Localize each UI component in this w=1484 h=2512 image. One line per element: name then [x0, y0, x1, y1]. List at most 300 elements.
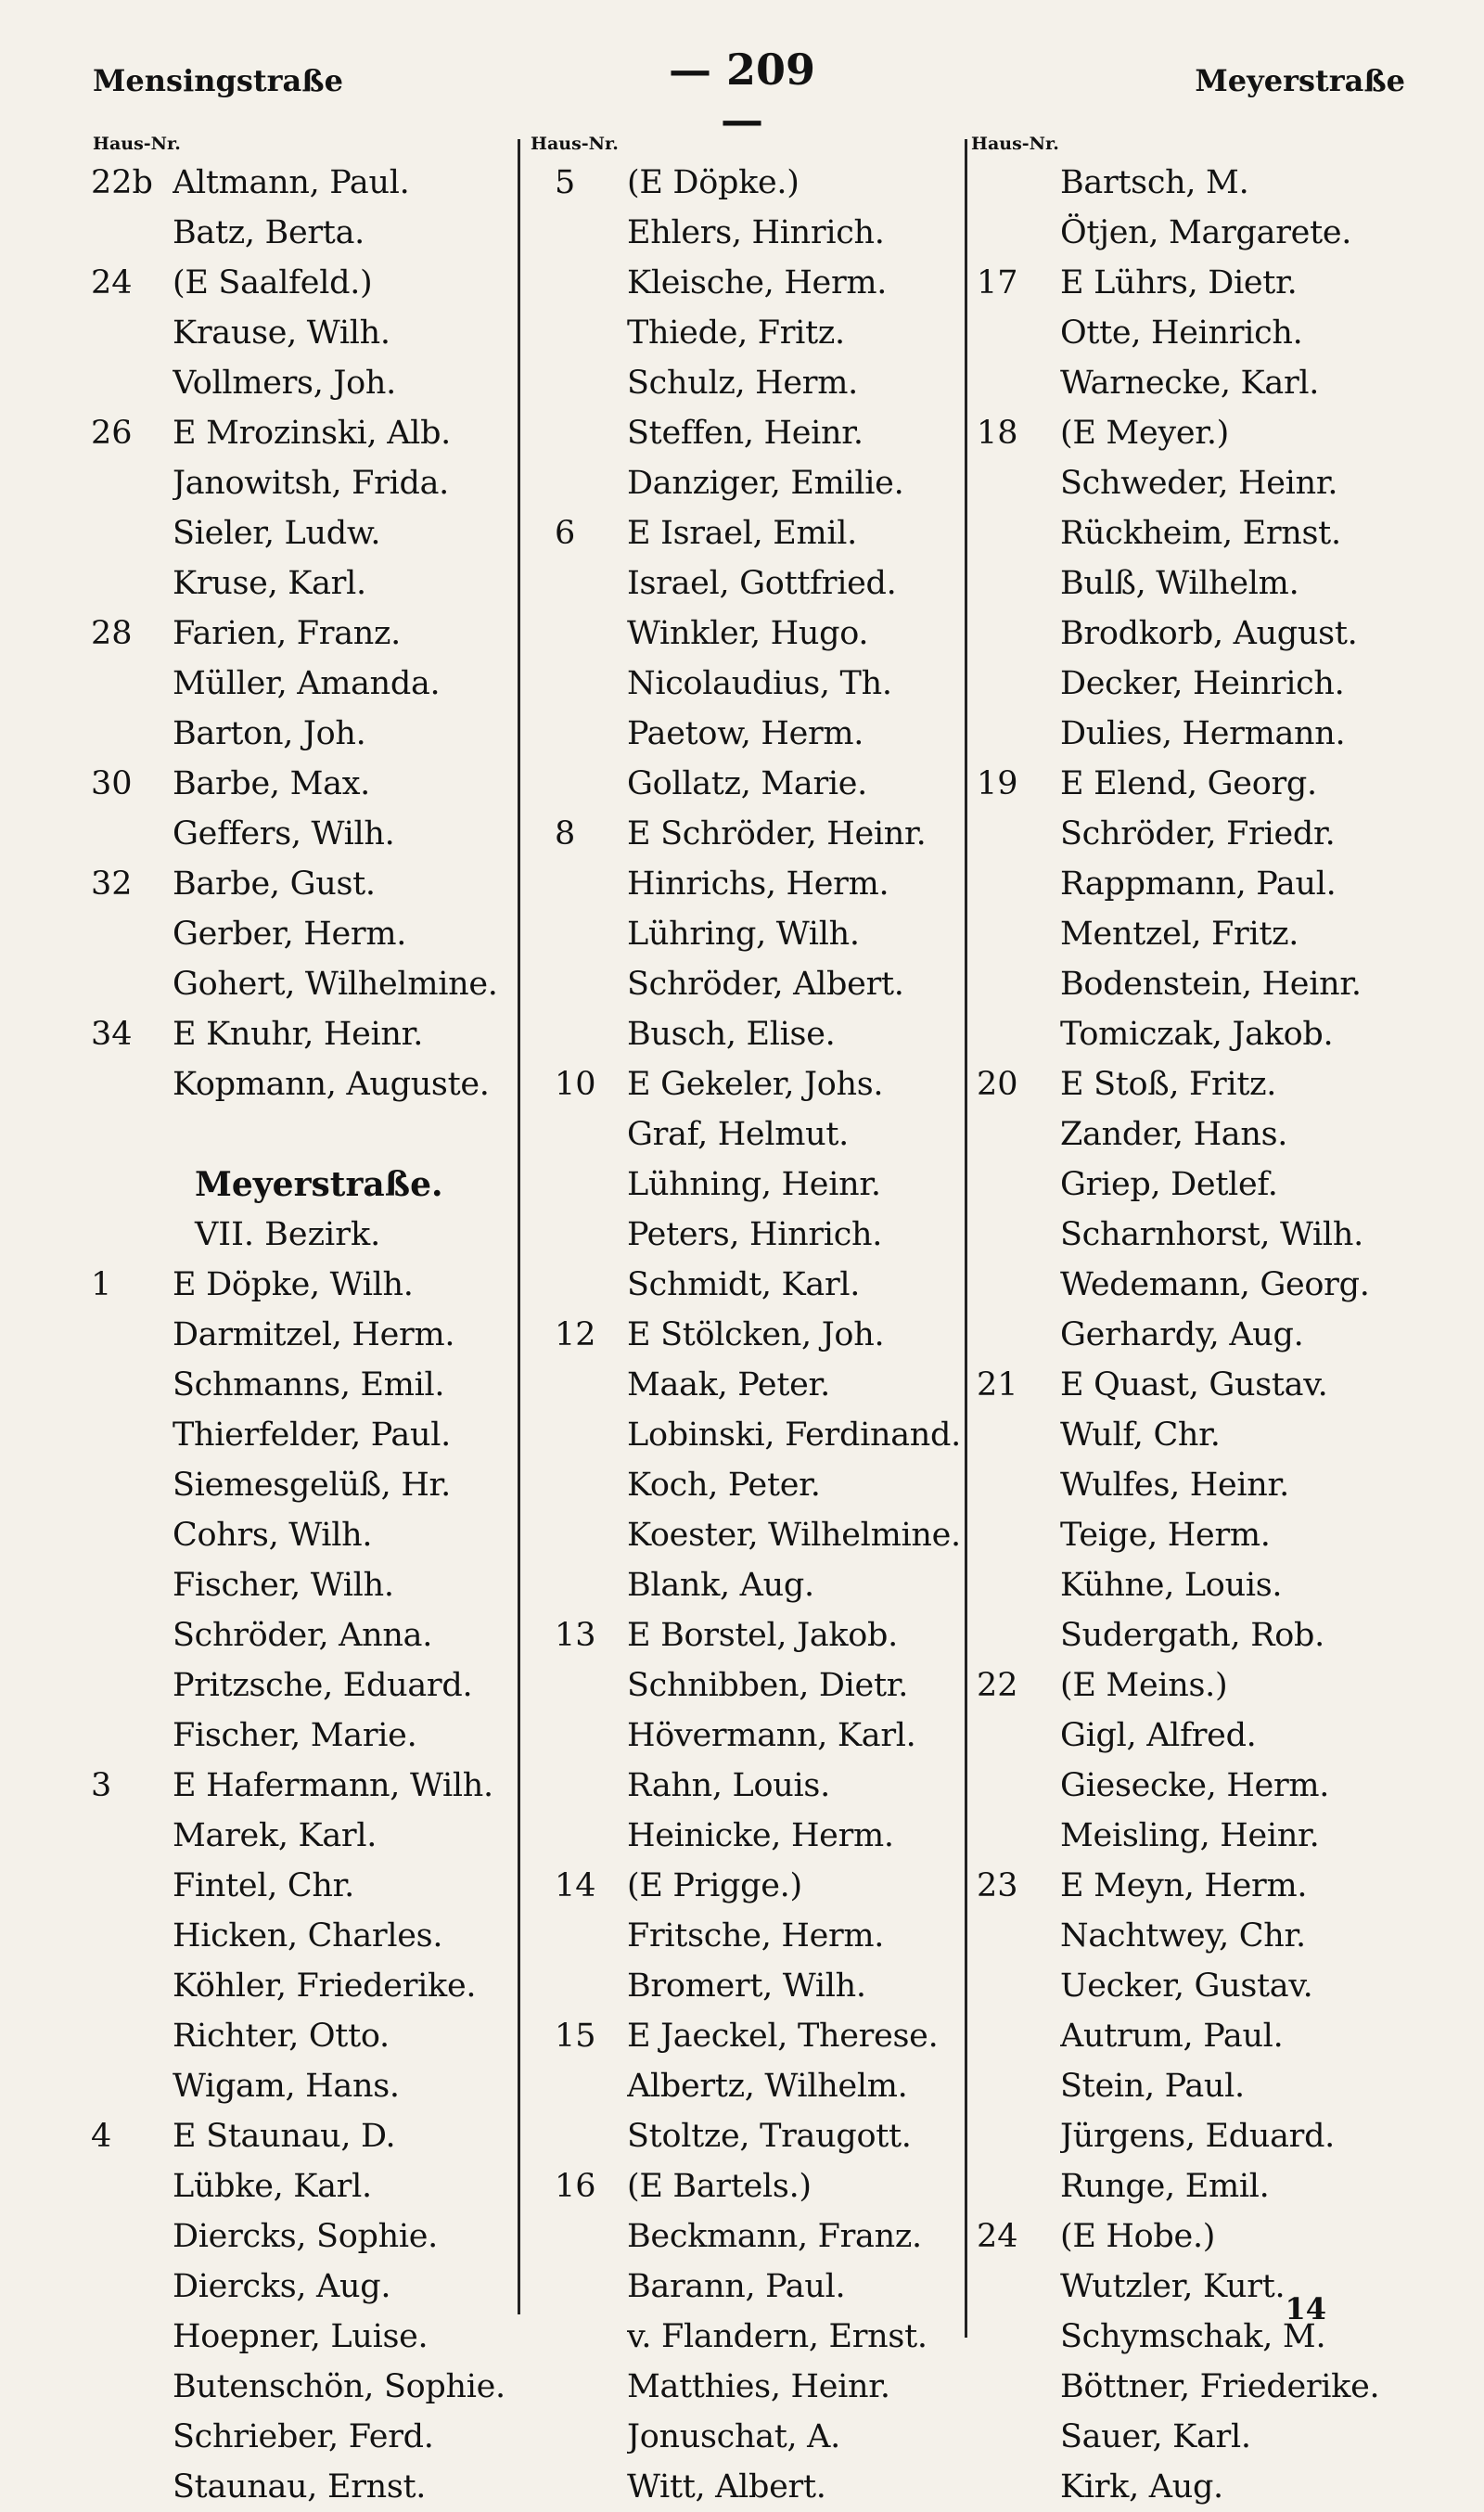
house-number: 19 [977, 765, 1018, 802]
resident-name: Kirk, Aug. [1060, 2468, 1223, 2506]
list-item [529, 859, 974, 909]
resident-name: v. Flandern, Ernst. [627, 2318, 928, 2355]
house-number [529, 759, 627, 809]
list-item [91, 1811, 518, 1861]
resident-name: Ehlers, Hinrich. [627, 214, 885, 251]
page-number: — 209 — [668, 45, 816, 145]
list-item [969, 659, 1405, 709]
house-number [969, 1109, 1060, 1160]
resident-name: Thiede, Fritz. [627, 314, 845, 352]
house-number: 22b [91, 164, 153, 201]
house-number [969, 1961, 1060, 2011]
house-number [529, 1811, 627, 1861]
house-number [529, 2111, 627, 2161]
house-number [91, 2312, 173, 2362]
house-number [529, 2061, 627, 2111]
house-number [91, 2211, 173, 2262]
list-item [969, 959, 1405, 1009]
column-2-entries [529, 158, 974, 2512]
resident-name: Griep, Detlef. [1060, 1166, 1278, 1203]
resident-name: Diercks, Sophie. [173, 2218, 438, 2255]
list-item [91, 1961, 518, 2011]
resident-name: Barton, Joh. [173, 715, 366, 752]
column-rule [518, 139, 520, 2314]
house-number [91, 358, 173, 408]
house-number [529, 408, 627, 458]
resident-name: (E Saalfeld.) [173, 264, 373, 301]
resident-name: Bulß, Wilhelm. [1060, 565, 1299, 602]
list-item [969, 1711, 1405, 1761]
house-number [969, 2412, 1060, 2462]
resident-name: Giesecke, Herm. [1060, 1767, 1330, 1804]
house-number: 10 [555, 1066, 596, 1103]
list-item [91, 859, 518, 909]
house-number [529, 659, 627, 709]
house-number [91, 2061, 173, 2111]
house-number [969, 358, 1060, 408]
running-head-left: Mensingstraße [93, 63, 343, 98]
resident-name: Cohrs, Wilh. [173, 1517, 373, 1554]
house-number [529, 1761, 627, 1811]
resident-name: Koch, Peter. [627, 1467, 821, 1504]
list-item [529, 208, 974, 258]
house-number [969, 2262, 1060, 2312]
resident-name: E Mrozinski, Alb. [173, 415, 452, 452]
resident-name: Schnibben, Dietr. [627, 1667, 909, 1704]
list-item [529, 1160, 974, 1210]
list-item [529, 1911, 974, 1961]
column-header: Haus-Nr. [531, 134, 619, 154]
resident-name: Gerber, Herm. [173, 916, 407, 953]
list-item [529, 1109, 974, 1160]
house-number [529, 1911, 627, 1961]
list-item [529, 2312, 974, 2362]
resident-name: (E Bartels.) [627, 2168, 812, 2205]
list-item [969, 1109, 1405, 1160]
house-number [529, 2211, 627, 2262]
list-item [969, 609, 1405, 659]
list-item [91, 558, 518, 609]
resident-name: Maak, Peter. [627, 1366, 830, 1403]
house-number [529, 558, 627, 609]
list-item [529, 2262, 974, 2312]
house-number [529, 959, 627, 1009]
list-item [91, 2111, 518, 2161]
list-item [969, 458, 1405, 508]
list-item [969, 1911, 1405, 1961]
list-item [91, 709, 518, 759]
house-number [91, 1560, 173, 1610]
list-item [529, 558, 974, 609]
list-item [91, 1460, 518, 1510]
resident-name: Mentzel, Fritz. [1060, 916, 1299, 953]
resident-name: Fischer, Marie. [173, 1717, 417, 1754]
list-item [91, 1059, 518, 1109]
resident-name: Schulz, Herm. [627, 365, 858, 402]
house-number [529, 709, 627, 759]
resident-name: Wulfes, Heinr. [1060, 1467, 1289, 1504]
house-number: 17 [977, 264, 1018, 301]
list-item [969, 759, 1405, 809]
resident-name: Koester, Wilhelmine. [627, 1517, 961, 1554]
resident-name: (E Meyer.) [1060, 415, 1230, 452]
resident-name: Runge, Emil. [1060, 2168, 1270, 2205]
list-item [529, 2362, 974, 2412]
resident-name: Gollatz, Marie. [627, 765, 868, 802]
resident-name: Nachtwey, Chr. [1060, 1917, 1306, 1954]
resident-name: Fritsche, Herm. [627, 1917, 885, 1954]
list-item [91, 1861, 518, 1911]
list-item [91, 1911, 518, 1961]
house-number [969, 709, 1060, 759]
house-number [91, 308, 173, 358]
list-item [91, 609, 518, 659]
list-item [969, 1610, 1405, 1660]
resident-name: Hicken, Charles. [173, 1917, 443, 1954]
list-item [529, 2061, 974, 2111]
resident-name: E Stölcken, Joh. [627, 1316, 885, 1353]
resident-name: (E Meins.) [1060, 1667, 1228, 1704]
house-number: 6 [555, 515, 576, 552]
house-number: 18 [977, 415, 1018, 452]
resident-name: Decker, Heinrich. [1060, 665, 1345, 702]
resident-name: Brodkorb, August. [1060, 615, 1358, 652]
house-number [969, 1160, 1060, 1210]
resident-name: Ötjen, Margarete. [1060, 214, 1352, 251]
house-number [529, 1360, 627, 1410]
resident-name: Beckmann, Franz. [627, 2218, 922, 2255]
house-number [91, 208, 173, 258]
house-number [969, 1210, 1060, 1260]
list-item [529, 358, 974, 408]
house-number [969, 859, 1060, 909]
list-item [529, 609, 974, 659]
list-item [91, 2161, 518, 2211]
house-number [91, 508, 173, 558]
column-header: Haus-Nr. [93, 134, 181, 154]
house-number [91, 458, 173, 508]
house-number [529, 1510, 627, 1560]
house-number [529, 2412, 627, 2462]
house-number [529, 1160, 627, 1210]
list-item [529, 2111, 974, 2161]
house-number [969, 158, 1060, 208]
list-item [91, 358, 518, 408]
column-1-entries-after [91, 1260, 518, 2512]
house-number [91, 1811, 173, 1861]
house-number [529, 358, 627, 408]
resident-name: Rahn, Louis. [627, 1767, 830, 1804]
resident-name: Kruse, Karl. [173, 565, 366, 602]
district-label: VII. Bezirk. [195, 1216, 381, 1253]
house-number [529, 1961, 627, 2011]
resident-name: Kühne, Louis. [1060, 1567, 1283, 1604]
resident-name: Jürgens, Eduard. [1060, 2118, 1335, 2155]
resident-name: Schröder, Anna. [173, 1617, 433, 1654]
list-item [529, 759, 974, 809]
list-item [969, 1059, 1405, 1109]
list-item [91, 659, 518, 709]
house-number [91, 1460, 173, 1510]
list-item [969, 508, 1405, 558]
list-item [529, 1660, 974, 1711]
list-item [529, 1560, 974, 1610]
list-item [969, 2262, 1405, 2312]
resident-name: Diercks, Aug. [173, 2268, 391, 2305]
house-number: 30 [91, 765, 133, 802]
house-number [529, 1410, 627, 1460]
house-number [91, 959, 173, 1009]
list-item [529, 408, 974, 458]
running-head-right: Meyerstraße [1195, 63, 1405, 98]
resident-name: Gohert, Wilhelmine. [173, 966, 498, 1003]
house-number [969, 2011, 1060, 2061]
list-item [91, 2312, 518, 2362]
house-number [91, 1911, 173, 1961]
list-item [969, 709, 1405, 759]
list-item [529, 1310, 974, 1360]
resident-name: (E Döpke.) [627, 164, 800, 201]
resident-name: Teige, Herm. [1060, 1517, 1271, 1554]
list-item [969, 2061, 1405, 2111]
list-item [529, 659, 974, 709]
resident-name: Schrieber, Ferd. [173, 2418, 434, 2455]
resident-name: Rückheim, Ernst. [1060, 515, 1341, 552]
list-item [529, 1761, 974, 1811]
resident-name: Barbe, Max. [173, 765, 370, 802]
house-number [91, 809, 173, 859]
house-number: 34 [91, 1016, 133, 1053]
house-number [91, 2161, 173, 2211]
house-number [529, 1109, 627, 1160]
list-item [969, 1210, 1405, 1260]
list-item [91, 2412, 518, 2462]
house-number [529, 208, 627, 258]
resident-name: Wutzler, Kurt. [1060, 2268, 1286, 2305]
list-item [529, 1610, 974, 1660]
resident-name: Autrum, Paul. [1060, 2018, 1284, 2055]
list-item [529, 1009, 974, 1059]
resident-name: Albertz, Wilhelm. [627, 2068, 908, 2105]
resident-name: E Meyn, Herm. [1060, 1867, 1308, 1904]
list-item [529, 158, 974, 208]
resident-name: Darmitzel, Herm. [173, 1316, 455, 1353]
resident-name: Jonuschat, A. [627, 2418, 840, 2455]
house-number [969, 2061, 1060, 2111]
list-item [529, 959, 974, 1009]
resident-name: Schröder, Albert. [627, 966, 904, 1003]
signature-mark: 14 [1285, 2291, 1326, 2326]
list-item [91, 1410, 518, 1460]
house-number [529, 609, 627, 659]
list-item [91, 1560, 518, 1610]
resident-name: Bromert, Wilh. [627, 1967, 866, 2005]
resident-name: Tomiczak, Jakob. [1060, 1016, 1334, 1053]
list-item [529, 1210, 974, 1260]
house-number [529, 2262, 627, 2312]
list-item [91, 1310, 518, 1360]
list-item [969, 1961, 1405, 2011]
list-item [91, 1510, 518, 1560]
house-number [91, 558, 173, 609]
list-item [91, 508, 518, 558]
list-item [969, 1560, 1405, 1610]
resident-name: Wigam, Hans. [173, 2068, 400, 2105]
house-number [91, 1310, 173, 1360]
list-item [969, 1260, 1405, 1310]
list-item [91, 2061, 518, 2111]
house-number [91, 1059, 173, 1109]
resident-name: Lühning, Heinr. [627, 1166, 881, 1203]
house-number: 22 [977, 1667, 1018, 1704]
resident-name: Janowitsh, Frida. [173, 465, 449, 502]
list-item [91, 809, 518, 859]
resident-name: Butenschön, Sophie. [173, 2368, 505, 2405]
house-number: 16 [555, 2168, 596, 2205]
house-number [529, 859, 627, 909]
resident-name: Böttner, Friederike. [1060, 2368, 1380, 2405]
resident-name: Bartsch, M. [1060, 164, 1249, 201]
list-item [969, 2211, 1405, 2262]
list-item [91, 2362, 518, 2412]
house-number: 15 [555, 2018, 596, 2055]
list-item [969, 1660, 1405, 1711]
house-number [91, 1410, 173, 1460]
list-item [91, 1610, 518, 1660]
house-number [529, 1460, 627, 1510]
resident-name: Zander, Hans. [1060, 1116, 1288, 1153]
list-item [91, 1009, 518, 1059]
list-item [969, 2412, 1405, 2462]
list-item [969, 158, 1405, 208]
list-item [529, 909, 974, 959]
house-number [969, 1510, 1060, 1560]
resident-name: Batz, Berta. [173, 214, 365, 251]
resident-name: Gerhardy, Aug. [1060, 1316, 1304, 1353]
resident-name: Farien, Franz. [173, 615, 401, 652]
house-number [969, 1761, 1060, 1811]
list-item [529, 1260, 974, 1310]
list-item [91, 308, 518, 358]
house-number: 24 [91, 264, 133, 301]
house-number [91, 1660, 173, 1711]
list-item [969, 1410, 1405, 1460]
house-number: 13 [555, 1617, 596, 1654]
house-number [91, 1610, 173, 1660]
list-item [529, 458, 974, 508]
resident-name: Hinrichs, Herm. [627, 865, 889, 903]
house-number [969, 1310, 1060, 1360]
list-item [91, 208, 518, 258]
house-number [91, 1711, 173, 1761]
house-number [91, 1961, 173, 2011]
list-item [529, 1811, 974, 1861]
resident-name: E Gekeler, Johs. [627, 1066, 884, 1103]
resident-name: Lobinski, Ferdinand. [627, 1416, 961, 1454]
house-number: 28 [91, 615, 133, 652]
house-number [529, 909, 627, 959]
house-number [529, 1711, 627, 1761]
resident-name: Israel, Gottfried. [627, 565, 897, 602]
resident-name: Meisling, Heinr. [1060, 1817, 1320, 1854]
house-number [969, 2161, 1060, 2211]
resident-name: E Schröder, Heinr. [627, 815, 927, 852]
list-item [529, 2462, 974, 2512]
resident-name: Sudergath, Rob. [1060, 1617, 1324, 1654]
list-item [529, 2011, 974, 2061]
house-number [91, 659, 173, 709]
house-number [529, 1260, 627, 1310]
resident-name: Geffers, Wilh. [173, 815, 395, 852]
house-number [91, 2011, 173, 2061]
resident-name: E Hafermann, Wilh. [173, 1767, 493, 1804]
resident-name: Rappmann, Paul. [1060, 865, 1337, 903]
resident-name: E Borstel, Jakob. [627, 1617, 898, 1654]
house-number [969, 508, 1060, 558]
house-number [529, 308, 627, 358]
house-number [969, 1009, 1060, 1059]
resident-name: Dulies, Hermann. [1060, 715, 1346, 752]
resident-name: Schmanns, Emil. [173, 1366, 445, 1403]
resident-name: Sauer, Karl. [1060, 2418, 1251, 2455]
list-item [529, 258, 974, 308]
list-item [91, 1761, 518, 1811]
house-number [529, 458, 627, 508]
house-number [969, 1811, 1060, 1861]
resident-name: Vollmers, Joh. [173, 365, 396, 402]
resident-name: Fischer, Wilh. [173, 1567, 394, 1604]
house-number [529, 1009, 627, 1059]
house-number [969, 2362, 1060, 2412]
resident-name: E Lührs, Dietr. [1060, 264, 1298, 301]
resident-name: Heinicke, Herm. [627, 1817, 894, 1854]
list-item [91, 258, 518, 308]
resident-name: Peters, Hinrich. [627, 1216, 883, 1253]
resident-name: E Jaeckel, Therese. [627, 2018, 939, 2055]
house-number: 14 [555, 1867, 596, 1904]
list-item [529, 1961, 974, 2011]
house-number: 3 [91, 1767, 112, 1804]
resident-name: Schröder, Friedr. [1060, 815, 1336, 852]
house-number [529, 2312, 627, 2362]
resident-name: E Knuhr, Heinr. [173, 1016, 424, 1053]
list-item [969, 558, 1405, 609]
list-item [969, 2011, 1405, 2061]
column-3 [969, 130, 1405, 2512]
list-item [969, 408, 1405, 458]
resident-name: Marek, Karl. [173, 1817, 377, 1854]
house-number [969, 909, 1060, 959]
resident-name: Richter, Otto. [173, 2018, 390, 2055]
resident-name: Lübke, Karl. [173, 2168, 372, 2205]
resident-name: Witt, Albert. [627, 2468, 826, 2506]
house-number [969, 2462, 1060, 2512]
resident-name: Blank, Aug. [627, 1567, 814, 1604]
resident-name: E Döpke, Wilh. [173, 1266, 414, 1303]
house-number [969, 208, 1060, 258]
house-number [91, 2412, 173, 2462]
house-number: 12 [555, 1316, 596, 1353]
resident-name: Barann, Paul. [627, 2268, 846, 2305]
resident-name: Uecker, Gustav. [1060, 1967, 1313, 2005]
house-number [969, 2312, 1060, 2362]
resident-name: Stoltze, Traugott. [627, 2118, 912, 2155]
house-number [969, 809, 1060, 859]
resident-name: Scharnhorst, Wilh. [1060, 1216, 1363, 1253]
house-number [969, 1460, 1060, 1510]
resident-name: Matthies, Heinr. [627, 2368, 890, 2405]
resident-name: Schmidt, Karl. [627, 1266, 861, 1303]
